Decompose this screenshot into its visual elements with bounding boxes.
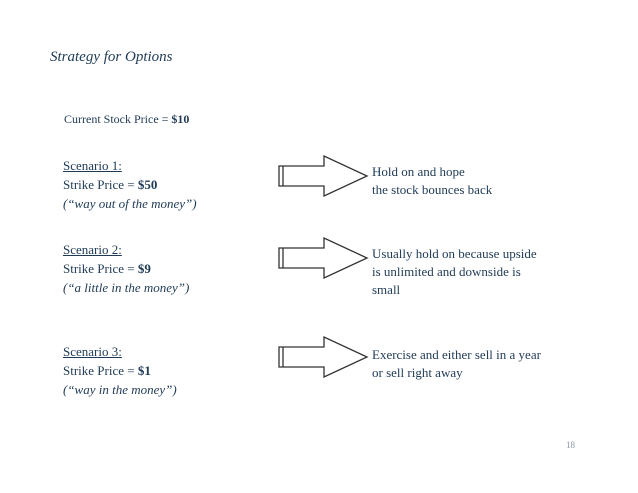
outcome-line: Usually hold on because upside [372,246,537,261]
strike-label: Strike Price = [63,363,138,378]
scenario-2-outcome [372,245,572,299]
current-price-value: $10 [171,112,190,126]
page-number: 18 [566,440,575,450]
scenario-1-heading: Scenario 1: [63,158,122,173]
outcome-line: is unlimited and downside is [372,264,521,279]
scenario-1-note: (“way out of the money”) [63,196,197,211]
strike-value: $9 [137,261,151,276]
scenario-3-outcome [372,346,572,382]
current-price-label: Current Stock Price = [64,112,172,126]
strike-value: $1 [137,363,151,378]
right-arrow-icon [276,155,370,197]
current-stock-price [64,112,189,127]
scenario-2-heading: Scenario 2: [63,242,122,257]
right-arrow-icon [276,336,370,378]
strike-label: Strike Price = [63,177,138,192]
outcome-line: Exercise and either sell in a year [372,347,541,362]
scenario-3 [63,342,177,399]
strike-value: $50 [137,177,158,192]
outcome-line: small [372,282,401,297]
outcome-line: Hold on and hope [372,164,465,179]
scenario-1 [63,156,197,213]
scenario-2-note: (“a little in the money”) [63,280,190,295]
strike-label: Strike Price = [63,261,138,276]
scenario-3-strike [63,361,177,380]
outcome-line: or sell right away [372,365,463,380]
outcome-line: the stock bounces back [372,182,493,197]
scenario-2 [63,240,189,297]
scenario-1-outcome [372,163,572,199]
scenario-1-strike [63,175,197,194]
right-arrow-icon [276,237,370,279]
scenario-3-note: (“way in the money”) [63,382,177,397]
slide-title: Strategy for Options [50,49,173,65]
scenario-2-strike [63,259,189,278]
scenario-3-heading: Scenario 3: [63,344,122,359]
